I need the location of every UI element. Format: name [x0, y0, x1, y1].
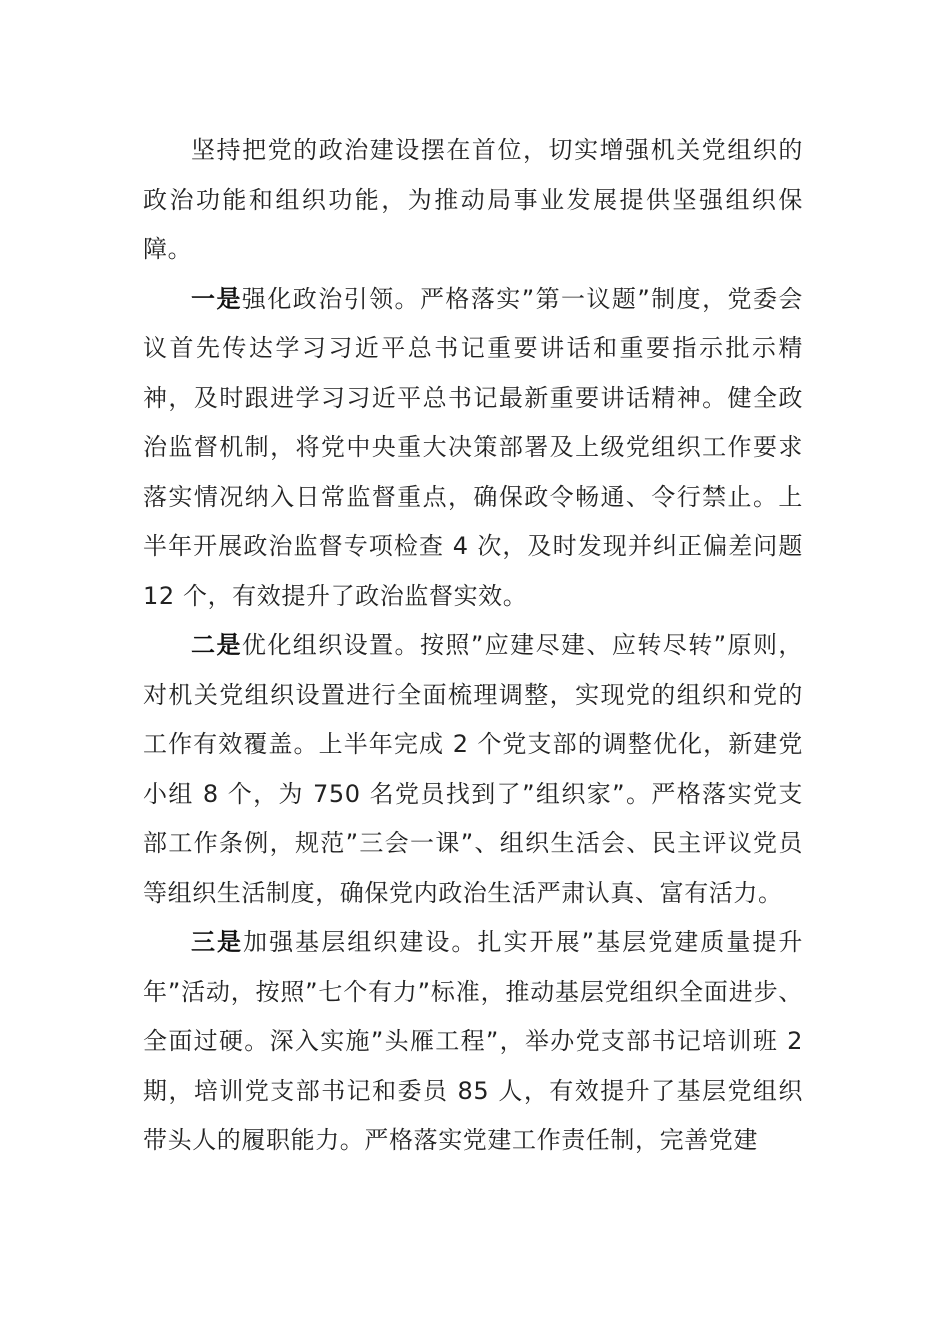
paragraph-first-lead: 一是 — [191, 284, 242, 313]
paragraph-second-text: 优化组织设置。按照”应建尽建、应转尽转”原则，对机关党组织设置进行全面梳理调整，实现党的组织和党的工作有效覆盖。上半年完成 2 个党支部的调整优化，新建党小组 8 个，为 750 名党员找到了”组织家”。严格落实党支部工作条例，规范”三会一课”、组织生活会、民主评议党员等组织生活制度，确保党内政治生活严肃认真、富有活力。 — [143, 631, 804, 907]
paragraph-second — [143, 621, 803, 918]
paragraph-intro — [143, 126, 803, 275]
paragraph-first — [143, 275, 803, 622]
paragraph-third-lead: 三是 — [191, 928, 244, 956]
document-body — [143, 126, 803, 1166]
paragraph-second-lead: 二是 — [191, 631, 242, 659]
paragraph-first-text: 强化政治引领。严格落实”第一议题”制度，党委会议首先传达学习习近平总书记重要讲话和重要指示批示精神，及时跟进学习习近平总书记最新重要讲话精神。健全政治监督机制，将党中央重大决策部署及上级党组织工作要求落实情况纳入日常监督重点，确保政令畅通、令行禁止。上半年开展政治监督专项检查 4 次，及时发现并纠正偏差问题 12 个，有效提升了政治监督实效。 — [143, 284, 804, 610]
paragraph-intro-text: 坚持把党的政治建设摆在首位，切实增强机关党组织的政治功能和组织功能，为推动局事业发展提供坚强组织保障。 — [143, 136, 803, 263]
paragraph-third-text: 加强基层组织建设。扎实开展”基层党建质量提升年”活动，按照”七个有力”标准，推动基层党组织全面进步、全面过硬。深入实施”头雁工程”，举办党支部书记培训班 2 期，培训党支部书记和委员 85 人，有效提升了基层党组织带头人的履职能力。严格落实党建工作责任制，完善党建 — [143, 928, 803, 1154]
paragraph-third — [143, 918, 803, 1166]
